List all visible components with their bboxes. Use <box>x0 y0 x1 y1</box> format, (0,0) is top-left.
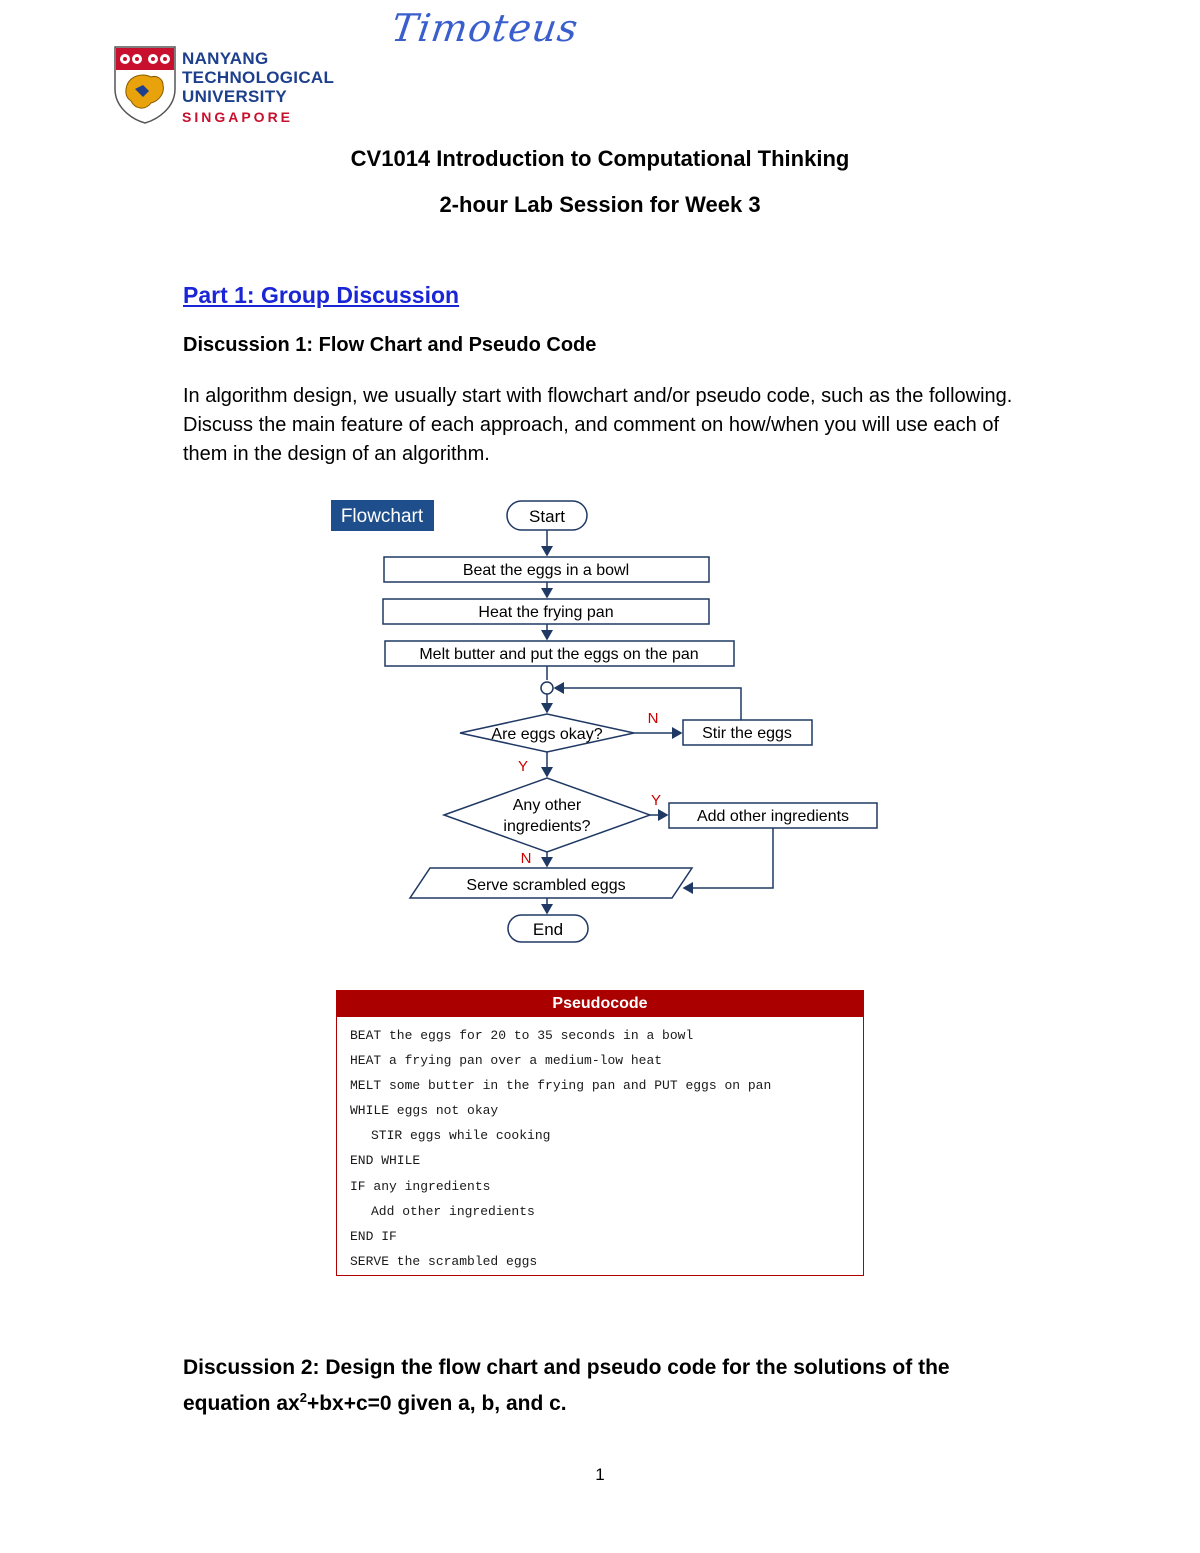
pseudocode-line: STIR eggs while cooking <box>371 1128 551 1144</box>
university-name-line-4: SINGAPORE <box>182 109 294 125</box>
flowchart-decision1-yes-label: Y <box>517 758 529 775</box>
pseudocode-line: HEAT a frying pan over a medium-low heat <box>350 1053 663 1069</box>
flowchart-decision2-line1: Any other <box>512 797 582 814</box>
flowchart-step-stir-text: Stir the eggs <box>702 725 792 742</box>
university-crest-icon <box>113 45 177 125</box>
flowchart-decision2-line2: ingredients? <box>503 818 591 835</box>
pseudocode-box <box>336 990 864 1276</box>
flowchart-step-beat-text: Beat the eggs in a bowl <box>462 562 630 579</box>
flowchart-end-text: End <box>532 920 564 939</box>
pseudocode-lines <box>337 1017 863 1274</box>
flowchart-step-stir <box>683 720 812 745</box>
session-title: 2-hour Lab Session for Week 3 <box>439 192 761 217</box>
pseudocode-line: END WHILE <box>350 1153 421 1169</box>
pseudocode-line: IF any ingredients <box>350 1178 491 1194</box>
flowchart-decision-eggs-okay <box>460 714 634 752</box>
discussion2-text-post: +bx+c=0 given a, b, and c. <box>306 1392 567 1415</box>
discussion1-heading: Discussion 1: Flow Chart and Pseudo Code <box>183 334 597 356</box>
pseudocode-line: MELT some butter in the frying pan and PUT eggs on pan <box>350 1078 772 1094</box>
flowchart-output-serve-text: Serve scrambled eggs <box>466 877 626 894</box>
flowchart-label <box>331 500 434 531</box>
page-number: 1 <box>595 1465 605 1484</box>
university-name-line-2: TECHNOLOGICAL <box>182 68 335 87</box>
flowchart-end <box>508 915 588 942</box>
flowchart-decision1-no-label: N <box>647 710 659 727</box>
discussion2-question <box>183 1353 1033 1419</box>
flowchart-diagram <box>320 492 890 952</box>
pseudocode-line: WHILE eggs not okay <box>350 1103 499 1119</box>
flowchart-decision-other-ingredients <box>444 778 650 852</box>
pseudocode-line: Add other ingredients <box>371 1203 535 1219</box>
flowchart-start <box>507 501 587 530</box>
flowchart-step-add <box>669 803 877 828</box>
university-name <box>182 49 334 127</box>
pseudocode-line: END IF <box>350 1228 397 1244</box>
flowchart-decision2-yes-label: Y <box>650 792 662 809</box>
flowchart-decision2-no-label: N <box>520 850 532 867</box>
discussion1-body: In algorithm design, we usually start with flowchart and/or pseudo code, such as the following. Discuss the main feature of each approach, and comment on how/when you will use each of them in the design of an algorithm. <box>183 385 1013 465</box>
university-name-line-3: UNIVERSITY <box>182 87 288 106</box>
flowchart-loop-connector <box>541 682 553 694</box>
flowchart-step-heat-text: Heat the frying pan <box>478 604 614 621</box>
part1-heading: Part 1: Group Discussion <box>183 282 460 308</box>
flowchart-start-text: Start <box>529 507 565 526</box>
handwritten-signature: Timoteus <box>388 6 582 50</box>
pseudocode-line: BEAT the eggs for 20 to 35 seconds in a bowl <box>350 1028 694 1043</box>
pseudocode-title: Pseudocode <box>337 991 863 1017</box>
pseudocode-line: SERVE the scrambled eggs <box>350 1253 538 1269</box>
flowchart-step-add-text: Add other ingredients <box>696 808 850 825</box>
course-title: CV1014 Introduction to Computational Thinking <box>350 146 850 171</box>
discussion2-text-pre: Discussion 2: Design the flow chart and pseudo code for the solutions of the equation ax <box>183 1356 950 1415</box>
flowchart-output-serve <box>410 868 692 898</box>
flowchart-step-melt <box>385 641 734 666</box>
university-name-line-1: NANYANG <box>182 49 269 68</box>
flowchart-step-beat <box>384 557 709 582</box>
flowchart-step-heat <box>383 599 709 624</box>
flowchart-step-melt-text: Melt butter and put the eggs on the pan <box>419 646 699 663</box>
flowchart-label-text: Flowchart <box>340 506 424 527</box>
discussion2-exponent: 2 <box>299 1390 307 1405</box>
flowchart-decision-eggs-okay-text: Are eggs okay? <box>491 726 603 743</box>
